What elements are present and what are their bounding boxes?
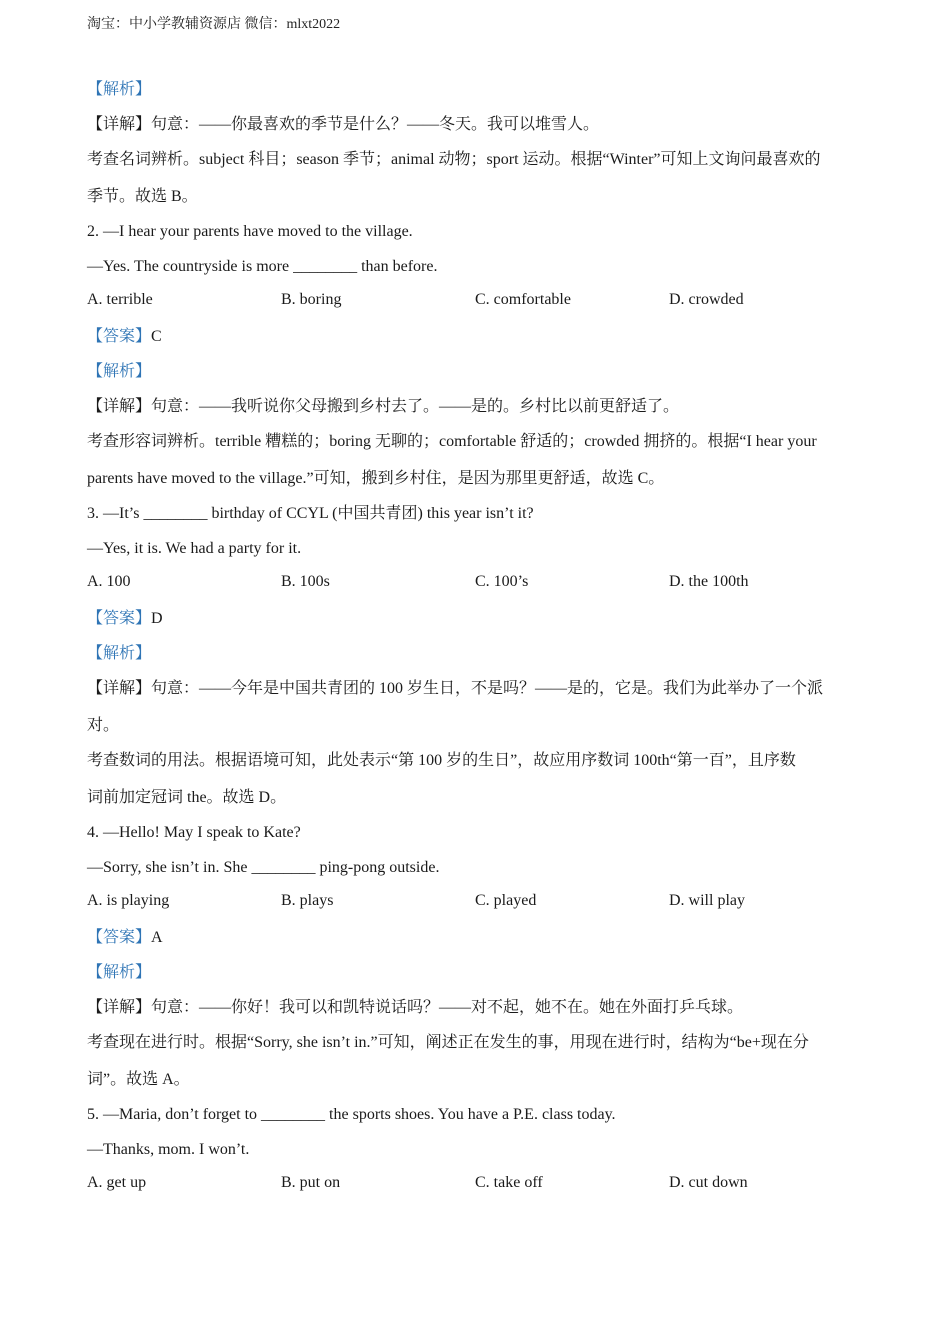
question-4-options	[87, 892, 867, 914]
explanation-text: 词前加定冠词 the。故选 D。	[87, 789, 287, 806]
question-2-line-1: 2. —I hear your parents have moved to the village.	[87, 223, 413, 240]
detail-text: 【详解】句意：——我听说你父母搬到乡村去了。——是的。乡村比以前更舒适了。	[87, 398, 680, 415]
answer-label: 【答案】	[87, 328, 152, 345]
option-c: C. played	[475, 892, 537, 909]
explanation-text: 词”。故选 A。	[87, 1071, 190, 1088]
explanation-text: 考查数词的用法。根据语境可知，此处表示“第 100 岁的生日”，故应用序数词 100th“第一百”，且序数	[87, 752, 796, 769]
answer-label: 【答案】	[87, 929, 152, 946]
detail-text: 对。	[87, 717, 120, 734]
analysis-label: 【解析】	[87, 81, 152, 98]
answer-line	[87, 326, 867, 348]
explanation-text: 考查名词辨析。subject 科目；season 季节；animal 动物；sport 运动。根据“Winter”可知上文询问最喜欢的	[87, 151, 821, 168]
option-a: A. terrible	[87, 291, 153, 308]
question-5-options	[87, 1174, 867, 1196]
explanation-text: 考查形容词辨析。terrible 糟糕的；boring 无聊的；comfortable 舒适的；crowded 拥挤的。根据“I hear your	[87, 433, 817, 450]
option-b: B. boring	[281, 291, 342, 308]
explanation-text: 季节。故选 B。	[87, 188, 198, 205]
option-d: D. cut down	[669, 1174, 748, 1191]
analysis-label: 【解析】	[87, 645, 152, 662]
detail-text: 【详解】句意：——今年是中国共青团的 100 岁生日，不是吗？——是的，它是。我们为此举办了一个派	[87, 680, 824, 697]
option-b: B. put on	[281, 1174, 341, 1191]
option-a: A. get up	[87, 1174, 147, 1191]
page-header: 淘宝：中小学教辅资源店 微信：mlxt2022	[87, 17, 341, 32]
answer-value: A	[151, 929, 163, 946]
analysis-label: 【解析】	[87, 363, 152, 380]
document-body	[87, 79, 867, 1196]
question-2-options	[87, 291, 867, 313]
analysis-label: 【解析】	[87, 964, 152, 981]
detail-text: 【详解】句意：——你好！我可以和凯特说话吗？——对不起，她不在。她在外面打乒乓球。	[87, 999, 744, 1016]
option-d: D. will play	[669, 892, 745, 909]
option-c: C. comfortable	[475, 291, 571, 308]
question-3-options	[87, 573, 867, 595]
answer-line	[87, 927, 867, 949]
answer-value: C	[151, 328, 162, 345]
question-4-line-1: 4. —Hello! May I speak to Kate?	[87, 824, 301, 841]
question-2-line-2: —Yes. The countryside is more ________ than before.	[87, 258, 438, 275]
option-a: A. 100	[87, 573, 131, 590]
answer-value: D	[151, 610, 163, 627]
option-c: C. take off	[475, 1174, 543, 1191]
answer-label: 【答案】	[87, 610, 152, 627]
option-a: A. is playing	[87, 892, 170, 909]
question-3-line-1: 3. —It’s ________ birthday of CCYL (中国共青团) this year isn’t it?	[87, 505, 534, 522]
question-4-line-2: —Sorry, she isn’t in. She ________ ping-pong outside.	[87, 859, 440, 876]
option-d: D. crowded	[669, 291, 744, 308]
explanation-text: 考查现在进行时。根据“Sorry, she isn’t in.”可知，阐述正在发生的事，用现在进行时，结构为“be+现在分	[87, 1034, 809, 1051]
option-c: C. 100’s	[475, 573, 529, 590]
explanation-text: parents have moved to the village.”可知，搬到乡村住，是因为那里更舒适，故选 C。	[87, 470, 665, 487]
option-b: B. 100s	[281, 573, 330, 590]
option-d: D. the 100th	[669, 573, 749, 590]
question-3-line-2: —Yes, it is. We had a party for it.	[87, 540, 302, 557]
option-b: B. plays	[281, 892, 334, 909]
answer-line	[87, 608, 867, 630]
detail-text: 【详解】句意：——你最喜欢的季节是什么？——冬天。我可以堆雪人。	[87, 116, 600, 133]
question-5-line-1: 5. —Maria, don’t forget to ________ the sports shoes. You have a P.E. class today.	[87, 1106, 616, 1123]
question-5-line-2: —Thanks, mom. I won’t.	[87, 1141, 250, 1158]
